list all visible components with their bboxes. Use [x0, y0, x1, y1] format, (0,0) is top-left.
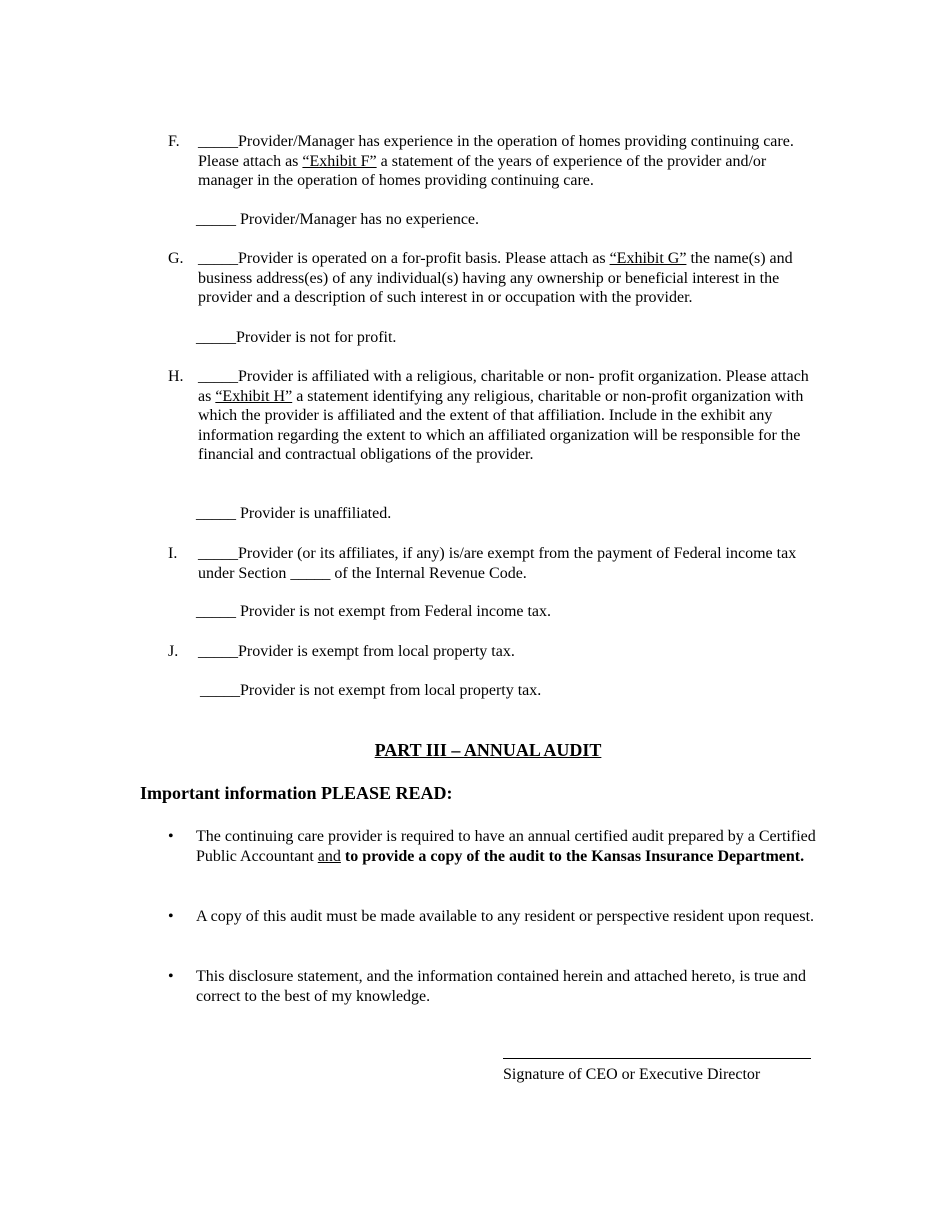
exhibit-g-link: “Exhibit G” — [609, 250, 687, 267]
bullet-dot-icon: • — [168, 828, 174, 845]
item-i-text-part1: Provider (or its affiliates, if any) is/are exempt from the payment of Federal income tax under Section _____ of the Internal Revenue Code. — [198, 545, 797, 582]
item-i-text — [198, 544, 818, 583]
item-i — [168, 544, 818, 583]
item-f-blank[interactable]: _____ — [198, 133, 238, 150]
bullet-3-text: This disclosure statement, and the information contained herein and attached hereto, is true and correct to the best of my knowledge. — [196, 968, 807, 1005]
item-i-blank[interactable]: _____ — [198, 545, 238, 562]
exhibit-f-link: “Exhibit F” — [302, 152, 377, 170]
item-g-blank[interactable]: _____ — [198, 250, 238, 267]
item-h-text-part2: a statement identifying any religious, charitable or non-profit organization with which the provider is affiliated and the extent of that affiliation. Include in the exhibit any information regarding the extent to which an affiliated organization will be responsible for the financial and contractual obligations of the provider. — [198, 387, 804, 463]
bullet-1-part1: The continuing care provider is required to have an annual certified audit prepared by a Certified Public Accountant — [196, 828, 816, 865]
item-h-text — [198, 367, 818, 465]
item-h-blank[interactable]: _____ — [198, 368, 238, 385]
bullet-item-2 — [168, 907, 818, 927]
item-f — [168, 132, 818, 191]
bullet-1-and: and — [317, 847, 341, 865]
item-i-letter: I. — [168, 545, 178, 562]
item-j-blank[interactable]: _____ — [198, 643, 238, 660]
item-f-text-part1: Provider/Manager has experience in the operation of homes providing continuing care. Please attach as — [198, 133, 794, 170]
item-h-text-part1: Provider is affiliated with a religious, charitable or non- profit organization. Please attach as — [198, 368, 809, 405]
bullet-item-1 — [168, 827, 818, 866]
item-f-letter: F. — [168, 133, 180, 150]
item-g — [168, 249, 818, 308]
item-g-letter: G. — [168, 250, 184, 267]
item-h-alternative[interactable]: _____ Provider is unaffiliated. — [196, 505, 392, 522]
item-h-letter: H. — [168, 368, 184, 385]
exhibit-h-link: “Exhibit H” — [215, 387, 293, 405]
bullet-dot-icon: • — [168, 968, 174, 985]
item-g-alternative[interactable]: _____Provider is not for profit. — [196, 329, 397, 346]
signature-line[interactable] — [503, 1058, 811, 1059]
bullet-1-bold: to provide a copy of the audit to the Kansas Insurance Department. — [340, 847, 805, 865]
item-j-alternative[interactable]: _____Provider is not exempt from local property tax. — [200, 682, 542, 699]
item-j-text-part1: Provider is exempt from local property tax. — [238, 643, 515, 660]
item-f-text — [198, 132, 818, 191]
item-g-text — [198, 249, 818, 308]
signature-label: Signature of CEO or Executive Director — [503, 1066, 761, 1083]
item-g-text-part2: the name(s) and business address(es) of any individual(s) having any ownership or beneficial interest in the provider and a description of such interest in or occupation with the provider. — [198, 250, 793, 306]
important-heading: Important information PLEASE READ: — [140, 783, 453, 803]
item-j-letter: J. — [168, 643, 179, 660]
item-j-text — [198, 642, 818, 662]
part-title: PART III – ANNUAL AUDIT — [374, 740, 602, 760]
bullet-1-text — [196, 827, 818, 866]
item-j — [168, 642, 818, 662]
item-g-text-part1: Provider is operated on a for-profit basis. Please attach as — [238, 250, 610, 267]
bullet-item-3 — [168, 967, 818, 1006]
bullet-dot-icon: • — [168, 908, 174, 925]
item-h — [168, 367, 818, 465]
bullet-2-text: A copy of this audit must be made available to any resident or perspective resident upon request. — [196, 908, 815, 925]
item-i-alternative[interactable]: _____ Provider is not exempt from Federal income tax. — [196, 603, 552, 620]
item-f-text-part2: a statement of the years of experience of the provider and/or manager in the operation of homes providing continuing care. — [198, 152, 767, 189]
item-f-alternative[interactable]: _____ Provider/Manager has no experience. — [196, 211, 480, 228]
